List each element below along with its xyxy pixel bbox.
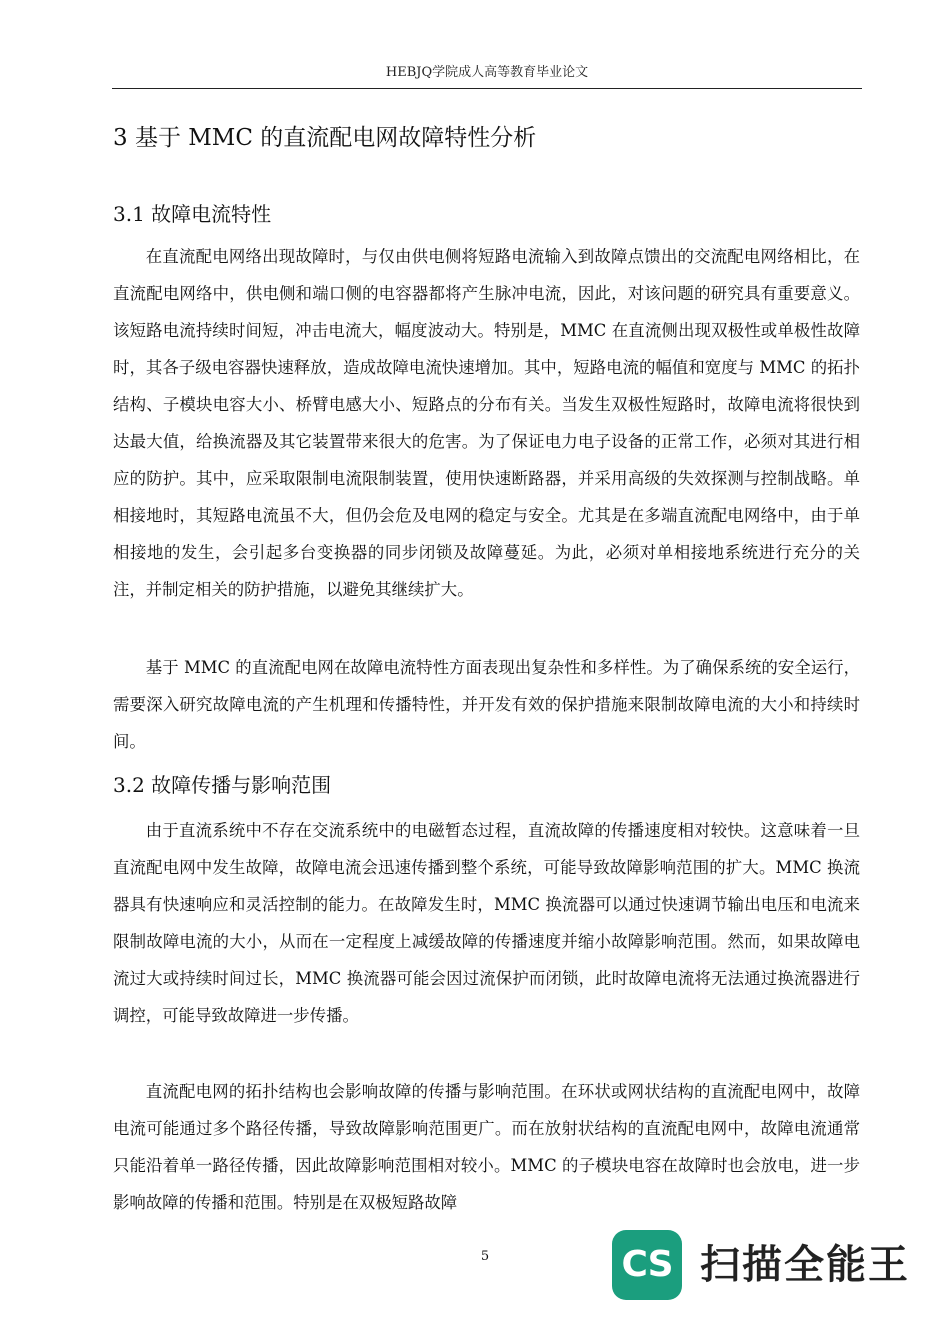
body-paragraph: 由于直流系统中不存在交流系统中的电磁暂态过程，直流故障的传播速度相对较快。这意味着一旦直流配电网中发生故障，故障电流会迅速传播到整个系统，可能导致故障影响范围的扩大。MMC 换流器具有快速响应和灵活控制的能力。在故障发生时，MMC 换流器可以通过快速调节输出电压和电流来限制故障电流的大小，从而在一定程度上减缓故障的传播速度并缩小故障影响范围。然而，如果故障电流过大或持续时间过长，MMC 换流器可能会因过流保护而闭锁，此时故障电流将无法通过换流器进行调控，可能导致故障进一步传播。 (113, 821, 860, 1025)
scanner-watermark (612, 1230, 912, 1302)
body-paragraph: 在直流配电网络出现故障时，与仅由供电侧将短路电流输入到故障点馈出的交流配电网络相比，在直流配电网络中，供电侧和端口侧的电容器都将产生脉冲电流，因此，对该问题的研究具有重要意义。该短路电流持续时间短，冲击电流大，幅度波动大。特别是，MMC 在直流侧出现双极性或单极性故障时，其各子级电容器快速释放，造成故障电流快速增加。其中，短路电流的幅值和宽度与 MMC 的拓扑结构、子模块电容大小、桥臂电感大小、短路点的分布有关。当发生双极性短路时，故障电流将很快到达最大值，给换流器及其它装置带来很大的危害。为了保证电力电子设备的正常工作，必须对其进行相应的防护。其中，应采取限制电流限制装置，使用快速断路器，并采用高级的失效探测与控制战略。单相接地时，其短路电流虽不大，但仍会危及电网的稳定与安全。尤其是在多端直流配电网络中，由于单相接地的发生，会引起多台变换器的同步闭锁及故障蔓延。为此，必须对单相接地系统进行充分的关注，并制定相关的防护措施，以避免其继续扩大。 (113, 247, 860, 599)
logo-text: CS (621, 1244, 673, 1285)
body-paragraph: 基于 MMC 的直流配电网在故障电流特性方面表现出复杂性和多样性。为了确保系统的安全运行，需要深入研究故障电流的产生机理和传播特性，并开发有效的保护措施来限制故障电流的大小和持续时间。 (113, 658, 860, 751)
page-header-text: HEBJQ学院成人高等教育毕业论文 (385, 65, 589, 80)
body-paragraph: 直流配电网的拓扑结构也会影响故障的传播与影响范围。在环状或网状结构的直流配电网中，故障电流可能通过多个路径传播，导致故障影响范围更广。而在放射状结构的直流配电网中，故障电流通常只能沿着单一路径传播，因此故障影响范围相对较小。MMC 的子模块电容在故障时也会放电，进一步影响故障的传播和范围。特别是在双极短路故障 (113, 1082, 860, 1212)
page-header (112, 62, 862, 89)
section-title-3-2: 3.2 故障传播与影响范围 (113, 773, 332, 797)
page-number: 5 (480, 1249, 490, 1264)
watermark-brand-text: 扫描全能王 (700, 1242, 910, 1288)
camscanner-logo-icon (612, 1230, 682, 1300)
section-title-3-1: 3.1 故障电流特性 (113, 202, 272, 226)
chapter-title: 3 基于 MMC 的直流配电网故障特性分析 (113, 125, 537, 151)
